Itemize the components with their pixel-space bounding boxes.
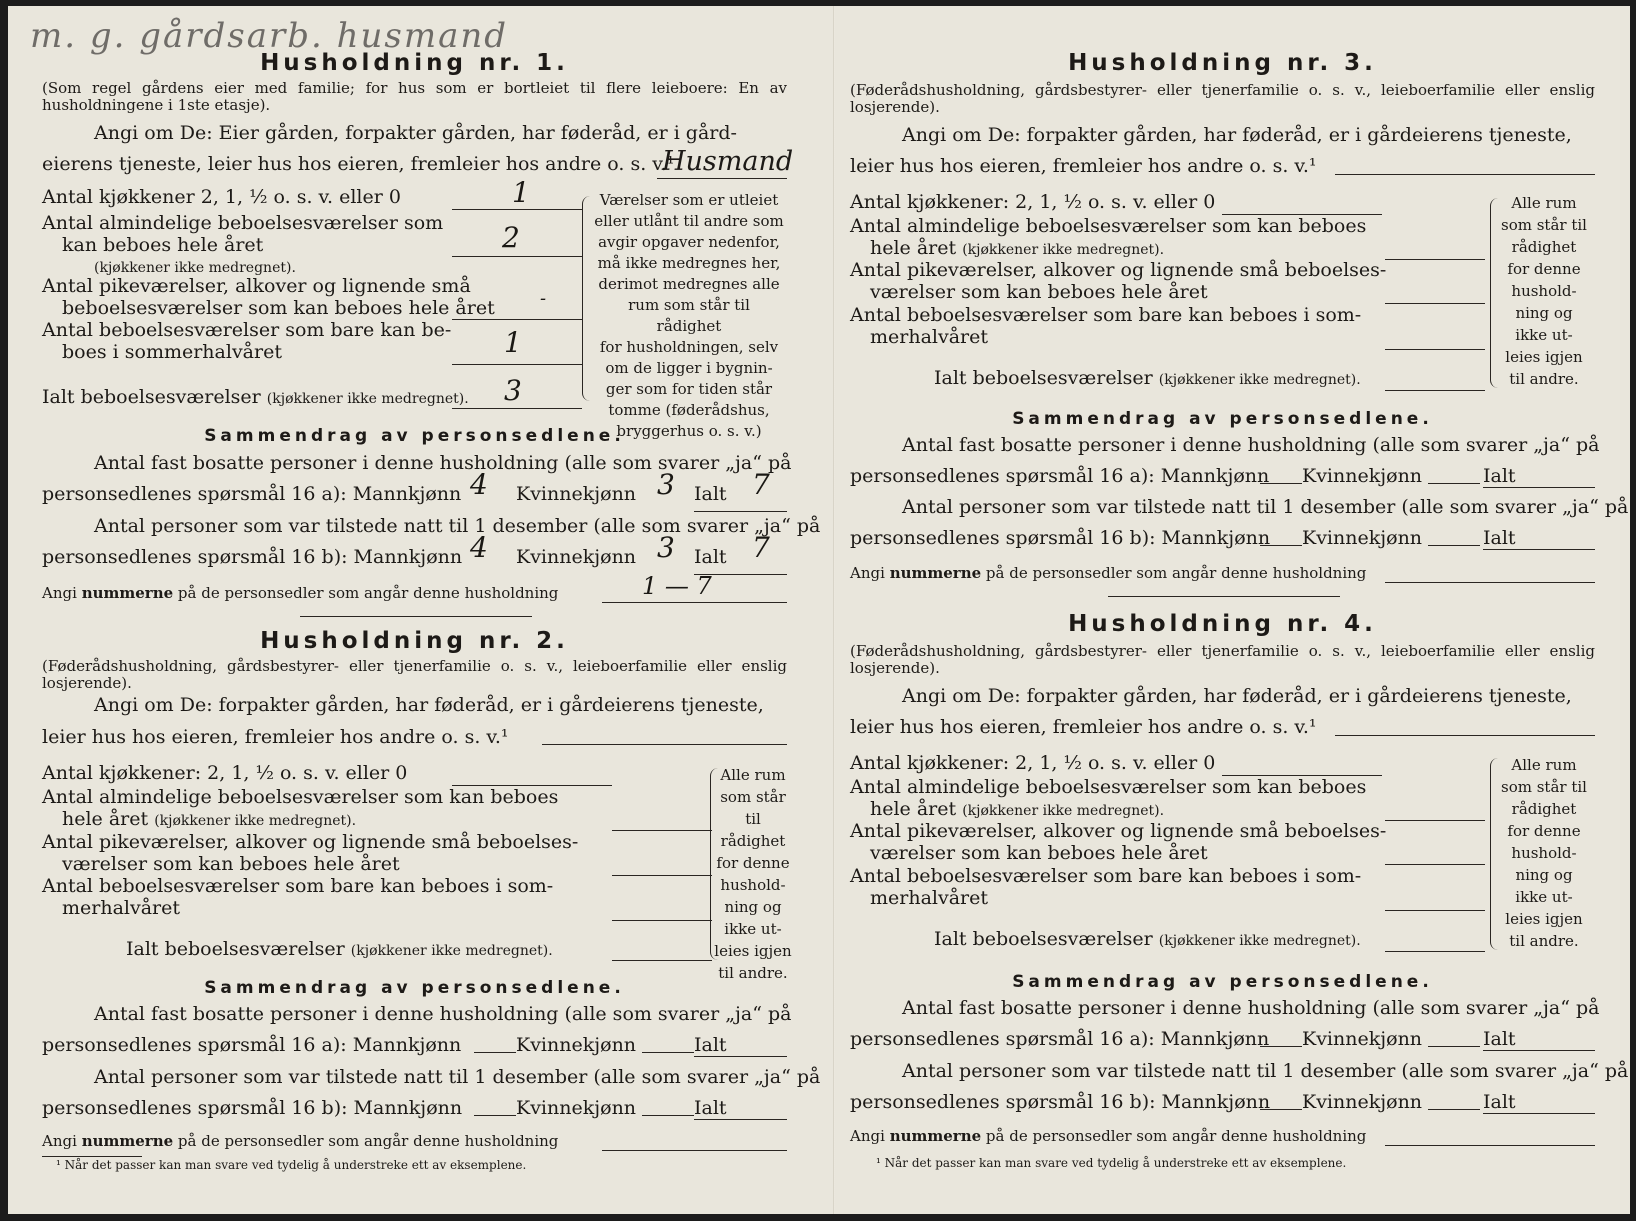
hh2-question-line2: leier hus hos eieren, fremleier hos andre o. s. v.¹ <box>42 726 509 748</box>
hh3-total <box>934 368 1361 391</box>
hh3-s2-kvinne: Kvinnekjønn <box>1302 527 1423 549</box>
side-line: leies igjen <box>1505 348 1583 366</box>
num-b: nummerne <box>889 564 982 582</box>
hh2-total <box>126 939 553 962</box>
hh3-s2-mann: personsedlenes spørsmål 16 b): Mannkjønn <box>850 527 1271 549</box>
hh4-maid-line[interactable] <box>1385 864 1485 865</box>
total-small: (kjøkkener ikke medregnet). <box>350 943 553 959</box>
hh4-total <box>934 929 1361 952</box>
hh1-s2-kvinne-answer[interactable]: 3 <box>657 531 675 564</box>
hh4-summer-a: Antal beboelsesværelser som bare kan beboes i som- <box>850 865 1362 887</box>
footnote-left: ¹ Når det passer kan man svare ved tydelig å understreke ett av eksemplene. <box>56 1158 527 1172</box>
footnote-rule <box>42 1156 142 1157</box>
hh4-question-line1: Angi om De: forpakter gården, har føderåd, er i gårdeierens tjeneste, <box>902 685 1572 707</box>
household-3-title: Husholdning nr. 3. <box>1068 50 1377 76</box>
hh4-maid-a: Antal pikeværelser, alkover og lignende små beboelses- <box>850 820 1387 842</box>
hh1-summer-label-b: boes i sommerhalvåret <box>62 341 282 363</box>
side-line: rådighet <box>1511 238 1577 256</box>
hh4-summer-b: merhalvåret <box>870 887 989 909</box>
hh3-s2-a: Antal personer som var tilstede natt til 1 desember (alle som svarer „ja“ på <box>902 496 1629 518</box>
hh4-rooms-b <box>870 799 1164 822</box>
hh3-rooms-b <box>870 238 1164 261</box>
hh2-tenure-line[interactable] <box>542 744 787 745</box>
hh2-rooms-line[interactable] <box>612 830 712 831</box>
side-line: Alle rum <box>1511 194 1577 212</box>
hh2-maid-a: Antal pikeværelser, alkover og lignende små beboelses- <box>42 831 579 853</box>
hh2-kitchens-label: Antal kjøkkener: 2, 1, ½ o. s. v. eller 0 <box>42 762 408 784</box>
household-1-note: (Som regel gårdens eier med familie; for hus som er bortleiet til flere leieboere: En av husholdningene i 1ste etasje). <box>42 79 787 114</box>
hh4-s1-ialt: Ialt <box>1483 1028 1516 1050</box>
hh1-rooms-line <box>452 256 582 257</box>
hh1-s1-ialt-label: Ialt <box>694 483 727 505</box>
household-1-question-line2: eierens tjeneste, leier hus hos eieren, fremleier hos andre o. s. v.¹ <box>42 153 675 175</box>
side-line: leies igjen <box>714 942 792 960</box>
num-a: Angi <box>42 1132 77 1150</box>
hh2-s1-a: Antal fast bosatte personer i denne husholdning (alle som svarer „ja“ på <box>94 1003 792 1025</box>
hh1-s2-line-a: Antal personer som var tilstede natt til 1 desember (alle som svarer „ja“ på <box>94 515 821 537</box>
hh2-s2-ialt: Ialt <box>694 1097 727 1119</box>
hh2-maid-line[interactable] <box>612 875 712 876</box>
side-line: som står til <box>1501 778 1587 796</box>
hh4-s1-kvinne-line[interactable] <box>1428 1046 1480 1047</box>
hh3-total-line[interactable] <box>1385 390 1485 391</box>
side-line: ikke ut- <box>1515 326 1573 344</box>
household-1-title: Husholdning nr. 1. <box>260 50 569 76</box>
side-line: for denne <box>1507 260 1581 278</box>
hh3-side-note <box>1498 192 1590 390</box>
hh2-total-line[interactable] <box>612 960 712 961</box>
hh1-total-line <box>452 408 582 409</box>
household-3-note: (Føderådshusholdning, gårdsbestyrer- eller tjenerfamilie o. s. v., leieboerfamilie eller enslig losjerende). <box>850 81 1595 116</box>
num-c: på de personsedler som angår denne husholdning <box>985 564 1367 582</box>
side-line: hushold- <box>1511 844 1577 862</box>
hh1-kitchens-answer[interactable]: 1 <box>512 176 530 209</box>
side-line: som står til <box>720 788 786 828</box>
hh2-numbers-label <box>42 1132 558 1150</box>
rooms-c: (kjøkkener ikke medregnet). <box>154 813 357 829</box>
hh1-numbers-label <box>42 584 558 602</box>
hh1-brace <box>582 196 593 401</box>
hh1-s1-line-b <box>42 479 461 510</box>
hh2-rooms-b <box>62 809 356 832</box>
hh1-summer-answer[interactable]: 1 <box>504 326 522 359</box>
side-line: for denne <box>716 854 790 872</box>
side-line: til andre. <box>1509 370 1579 388</box>
hh4-rooms-line[interactable] <box>1385 820 1485 821</box>
hh2-s2-a: Antal personer som var tilstede natt til 1 desember (alle som svarer „ja“ på <box>94 1066 821 1088</box>
side-line: hushold- <box>1511 282 1577 300</box>
num-a: Angi <box>42 584 77 602</box>
hh3-s2-ialt-line[interactable] <box>1483 549 1595 550</box>
hh1-s2-kvinne-label: Kvinnekjønn <box>516 546 637 568</box>
hh1-total-text: Ialt beboelsesværelser <box>42 386 261 408</box>
hh4-s2-a: Antal personer som var tilstede natt til 1 desember (alle som svarer „ja“ på <box>902 1060 1629 1082</box>
hh3-s1-mann-line[interactable] <box>1260 483 1302 484</box>
side-line: rum som står til rådighet <box>628 296 750 335</box>
side-line: bryggerhus o. s. v.) <box>616 422 762 440</box>
num-b: nummerne <box>889 1127 982 1145</box>
hh3-maid-b: værelser som kan beboes hele året <box>870 281 1208 303</box>
hh2-maid-b: værelser som kan beboes hele året <box>62 853 400 875</box>
hh2-summary-title: Sammendrag av personsedlene. <box>204 978 625 998</box>
hh1-rooms-label-c: (kjøkkener ikke medregnet). <box>94 260 296 276</box>
hh1-summer-label-a: Antal beboelsesværelser som bare kan be- <box>42 319 452 341</box>
hh4-s2-ialt-line[interactable] <box>1483 1113 1595 1114</box>
hh1-total-answer[interactable]: 3 <box>504 374 522 407</box>
tenure-answer-line <box>657 178 787 179</box>
hh2-s1-kvinne-line[interactable] <box>642 1052 694 1053</box>
hh2-summary-title-wrap <box>42 978 787 998</box>
hh1-rooms-label-a: Antal almindelige beboelsesværelser som <box>42 212 444 234</box>
hh1-maid-label-b: beboelsesværelser som kan beboes hele året <box>62 297 495 319</box>
hh3-s1-a: Antal fast bosatte personer i denne husholdning (alle som svarer „ja“ på <box>902 434 1600 456</box>
hh1-s2-ialt-label: Ialt <box>694 546 727 568</box>
hh3-summer-b: merhalvåret <box>870 326 989 348</box>
side-line: som står til <box>1501 216 1587 234</box>
household-4-note: (Føderådshusholdning, gårdsbestyrer- eller tjenerfamilie o. s. v., leieboerfamilie eller enslig losjerende). <box>850 642 1595 677</box>
household-1-section <box>42 50 787 76</box>
hh2-s1-mann: personsedlenes spørsmål 16 a): Mannkjønn <box>42 1034 462 1056</box>
hh2-summer-a: Antal beboelsesværelser som bare kan beboes i som- <box>42 875 554 897</box>
hh3-rooms-a: Antal almindelige beboelsesværelser som kan beboes <box>850 215 1367 237</box>
household-2-note: (Føderådshusholdning, gårdsbestyrer- eller tjenerfamilie o. s. v., leieboerfamilie eller enslig losjerende). <box>42 657 787 692</box>
hh3-kitchens-label: Antal kjøkkener: 2, 1, ½ o. s. v. eller 0 <box>850 191 1216 213</box>
hh4-total-line[interactable] <box>1385 951 1485 952</box>
hh3-s2-mann-line[interactable] <box>1260 545 1302 546</box>
hh4-summary-title: Sammendrag av personsedlene. <box>1012 972 1433 992</box>
side-line: Værelser som er utleiet <box>599 191 779 209</box>
side-line: om de ligger i bygnin- <box>605 359 773 377</box>
hh4-summer-line[interactable] <box>1385 910 1485 911</box>
hh2-summer-b: merhalvåret <box>62 897 181 919</box>
hh4-numbers-label <box>850 1127 1366 1145</box>
side-line: for husholdningen, selv <box>599 338 779 356</box>
num-c: på de personsedler som angår denne husholdning <box>985 1127 1367 1145</box>
hh2-s2-mann-line[interactable] <box>474 1115 516 1116</box>
rooms-b: hele året <box>870 237 957 259</box>
hh3-numbers-label <box>850 564 1366 582</box>
household-2-title: Husholdning nr. 2. <box>260 628 569 654</box>
hh4-kitchens-label: Antal kjøkkener: 2, 1, ½ o. s. v. eller 0 <box>850 752 1216 774</box>
hh1-kitchens-line <box>452 209 582 210</box>
hh4-maid-b: værelser som kan beboes hele året <box>870 842 1208 864</box>
hh1-total-label <box>42 387 469 410</box>
hh3-summary-title-wrap <box>850 409 1595 429</box>
hh3-maid-line[interactable] <box>1385 303 1485 304</box>
side-line: rådighet <box>1511 800 1577 818</box>
page-fold <box>833 6 835 1214</box>
hh3-numbers-line[interactable] <box>1385 582 1595 583</box>
hh3-s1-ialt: Ialt <box>1483 465 1516 487</box>
hh3-s2-ialt: Ialt <box>1483 527 1516 549</box>
hh3-question-line1: Angi om De: forpakter gården, har føderåd, er i gårdeierens tjeneste, <box>902 124 1572 146</box>
hh4-s1-mann-line[interactable] <box>1260 1046 1302 1047</box>
hh4-s2-kvinne-line[interactable] <box>1428 1109 1480 1110</box>
hh2-question-line1: Angi om De: forpakter gården, har føderåd, er i gårdeierens tjeneste, <box>94 694 764 716</box>
hh1-s1-ialt-answer[interactable]: 7 <box>752 468 770 501</box>
num-c: på de personsedler som angår denne husholdning <box>177 584 559 602</box>
hh1-s1-mann-label: personsedlenes spørsmål 16 a): Mannkjønn <box>42 483 462 505</box>
side-line: ikke ut- <box>1515 888 1573 906</box>
hh4-question-line2: leier hus hos eieren, fremleier hos andre o. s. v.¹ <box>850 716 1317 738</box>
hh2-s2-kvinne: Kvinnekjønn <box>516 1097 637 1119</box>
side-line: for denne <box>1507 822 1581 840</box>
hh3-s1-mann: personsedlenes spørsmål 16 a): Mannkjønn <box>850 465 1270 487</box>
hh1-maid-label-a: Antal pikeværelser, alkover og lignende små <box>42 275 471 297</box>
margin-handwritten-note: m. g. gårdsarb. husmand <box>30 16 509 56</box>
hh4-numbers-line[interactable] <box>1385 1145 1595 1146</box>
hh1-total-small: (kjøkkener ikke medregnet). <box>266 391 469 407</box>
side-line: til andre. <box>718 964 788 982</box>
side-line: Alle rum <box>1511 756 1577 774</box>
hh4-s1-a: Antal fast bosatte personer i denne husholdning (alle som svarer „ja“ på <box>902 997 1600 1019</box>
hh3-s1-kvinne: Kvinnekjønn <box>1302 465 1423 487</box>
hh4-side-note <box>1498 754 1590 952</box>
hh3-maid-a: Antal pikeværelser, alkover og lignende små beboelses- <box>850 259 1387 281</box>
census-form-sheet <box>8 6 1630 1214</box>
hh1-kitchens-label: Antal kjøkkener 2, 1, ½ o. s. v. eller 0 <box>42 186 401 208</box>
side-line: leies igjen <box>1505 910 1583 928</box>
hh1-s2-mann-label: personsedlenes spørsmål 16 b): Mannkjønn <box>42 546 463 568</box>
side-line: derimot medregnes alle <box>598 275 780 293</box>
hh4-s2-mann-line[interactable] <box>1260 1109 1302 1110</box>
household-2-section <box>42 628 787 654</box>
hh1-maid-answer[interactable]: - <box>540 288 547 309</box>
hh2-s2-mann: personsedlenes spørsmål 16 b): Mannkjønn <box>42 1097 463 1119</box>
hh1-s2-mann-answer[interactable]: 4 <box>470 531 488 564</box>
hh2-s1-ialt: Ialt <box>694 1034 727 1056</box>
footnote-right: ¹ Når det passer kan man svare ved tydelig å understreke ett av eksemplene. <box>876 1156 1347 1170</box>
hh2-s1-ialt-line[interactable] <box>694 1056 787 1057</box>
hh3-summer-line[interactable] <box>1385 349 1485 350</box>
rooms-b: hele året <box>62 808 149 830</box>
side-line: ger som for tiden står <box>605 380 773 398</box>
num-a: Angi <box>850 564 885 582</box>
hh1-s1-kvinne-label: Kvinnekjønn <box>516 483 637 505</box>
hh2-numbers-line[interactable] <box>602 1150 787 1151</box>
household-3-section <box>850 50 1595 76</box>
side-line: ning og <box>1515 304 1573 322</box>
side-line: må ikke medregnes her, <box>597 254 781 272</box>
rooms-b: hele året <box>870 798 957 820</box>
side-line: ning og <box>724 898 782 916</box>
hh1-maid-line <box>452 319 582 320</box>
hh2-side-note <box>714 764 792 984</box>
total-small: (kjøkkener ikke medregnet). <box>1158 933 1361 949</box>
hh1-numbers-line <box>602 602 787 603</box>
hh1-rooms-label-b: kan beboes hele året <box>62 234 264 256</box>
hh1-summary-title: Sammendrag av personsedlene. <box>204 426 625 446</box>
hh1-s1-line-a: Antal fast bosatte personer i denne husholdning (alle som svarer „ja“ på <box>94 452 792 474</box>
rooms-c: (kjøkkener ikke medregnet). <box>962 803 1165 819</box>
hh1-s1-kvinne-answer[interactable]: 3 <box>657 468 675 501</box>
hh1-summary-title-wrap <box>42 426 787 446</box>
rooms-c: (kjøkkener ikke medregnet). <box>962 242 1165 258</box>
hh4-s1-kvinne: Kvinnekjønn <box>1302 1028 1423 1050</box>
total: Ialt beboelsesværelser <box>126 938 345 960</box>
hh3-rooms-line[interactable] <box>1385 259 1485 260</box>
hh1-summer-line <box>452 364 582 365</box>
hh1-s2-ialt-answer[interactable]: 7 <box>752 531 770 564</box>
num-b: nummerne <box>81 584 174 602</box>
hh4-rooms-a: Antal almindelige beboelsesværelser som kan beboes <box>850 776 1367 798</box>
hh2-s1-kvinne: Kvinnekjønn <box>516 1034 637 1056</box>
side-line: eller utlånt til andre som <box>594 212 784 230</box>
side-line: ning og <box>1515 866 1573 884</box>
hh4-tenure-line[interactable] <box>1335 735 1595 736</box>
hh2-s2-ialt-line[interactable] <box>694 1119 787 1120</box>
hh4-s1-mann: personsedlenes spørsmål 16 a): Mannkjønn <box>850 1028 1270 1050</box>
total: Ialt beboelsesværelser <box>934 367 1153 389</box>
hh3-summer-a: Antal beboelsesværelser som bare kan beboes i som- <box>850 304 1362 326</box>
side-line: avgir opgaver nedenfor, <box>598 233 780 251</box>
hh3-s2-kvinne-line[interactable] <box>1428 545 1480 546</box>
hh4-s2-mann: personsedlenes spørsmål 16 b): Mannkjønn <box>850 1091 1271 1113</box>
hh4-s2-kvinne: Kvinnekjønn <box>1302 1091 1423 1113</box>
hh1-rooms-answer[interactable]: 2 <box>502 221 520 254</box>
hh3-question-line2: leier hus hos eieren, fremleier hos andre o. s. v.¹ <box>850 155 1317 177</box>
total: Ialt beboelsesværelser <box>934 928 1153 950</box>
household-1-question-line1: Angi om De: Eier gården, forpakter gården, har føderåd, er i gård- <box>94 122 737 144</box>
side-line: ikke ut- <box>724 920 782 938</box>
hh1-s1-mann-answer[interactable]: 4 <box>470 468 488 501</box>
hh3-summary-title: Sammendrag av personsedlene. <box>1012 409 1433 429</box>
hh1-separator <box>300 616 532 617</box>
household-1-tenure-answer[interactable]: Husmand <box>662 146 794 177</box>
side-line: til andre. <box>1509 932 1579 950</box>
hh4-summary-title-wrap <box>850 972 1595 992</box>
num-c: på de personsedler som angår denne husholdning <box>177 1132 559 1150</box>
side-line: hushold- <box>720 876 786 894</box>
hh1-side-note <box>594 190 784 442</box>
household-4-section <box>850 611 1595 637</box>
hh1-numbers-answer[interactable]: 1 — 7 <box>642 572 712 600</box>
num-b: nummerne <box>81 1132 174 1150</box>
hh2-rooms-a: Antal almindelige beboelsesværelser som kan beboes <box>42 786 559 808</box>
hh3-s1-ialt-line[interactable] <box>1483 487 1595 488</box>
side-line: tomme (føderådshus, <box>608 401 770 419</box>
total-small: (kjøkkener ikke medregnet). <box>1158 372 1361 388</box>
hh2-s1-mann-line[interactable] <box>474 1052 516 1053</box>
hh2-s2-kvinne-line[interactable] <box>642 1115 694 1116</box>
side-line: Alle rum <box>720 766 786 784</box>
hh4-s1-ialt-line[interactable] <box>1483 1050 1595 1051</box>
household-4-title: Husholdning nr. 4. <box>1068 611 1377 637</box>
hh4-s2-ialt: Ialt <box>1483 1091 1516 1113</box>
hh2-summer-line[interactable] <box>612 920 712 921</box>
num-a: Angi <box>850 1127 885 1145</box>
side-line: rådighet <box>720 832 786 850</box>
hh3-s1-kvinne-line[interactable] <box>1428 483 1480 484</box>
hh3-tenure-line[interactable] <box>1335 174 1595 175</box>
hh3-separator <box>1108 596 1340 597</box>
